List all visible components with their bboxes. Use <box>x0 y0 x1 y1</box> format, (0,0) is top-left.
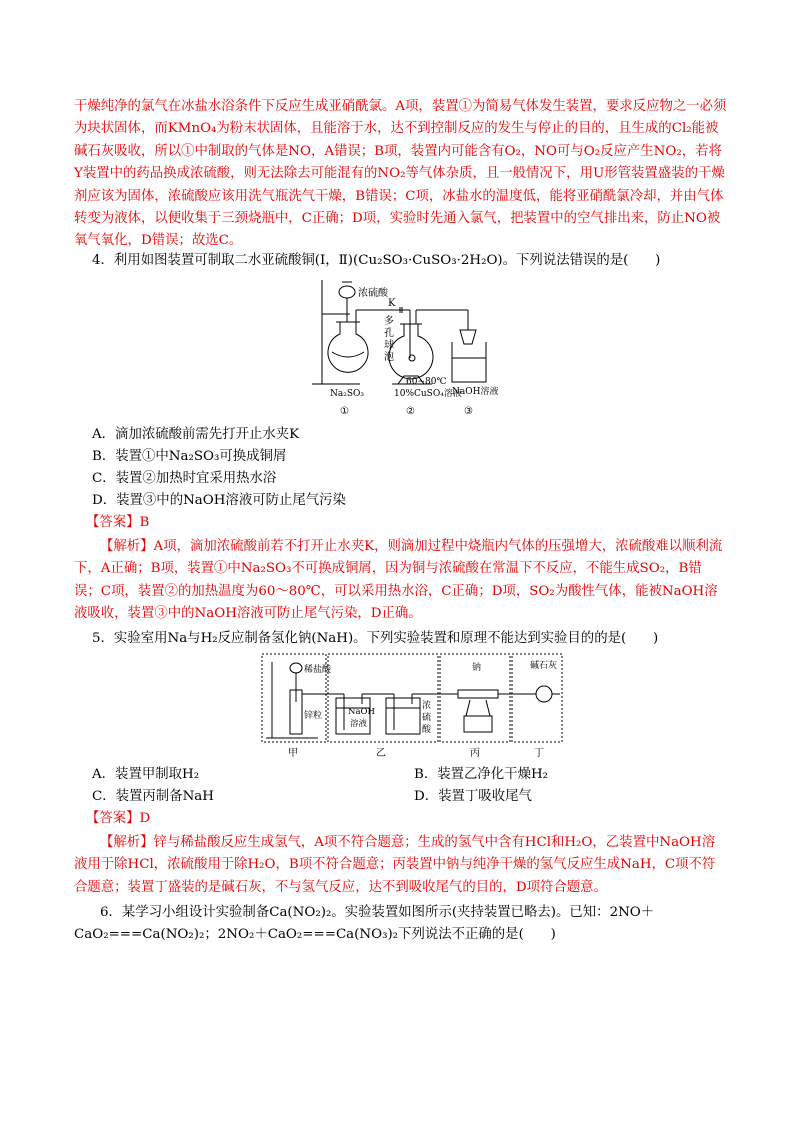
label-naoh: NaOH溶液 <box>452 387 499 397</box>
label-part-ding: 丁 <box>534 748 544 759</box>
label-ball-2: 孔 <box>384 328 394 339</box>
label-valve-k: K <box>388 298 396 309</box>
q4-explanation: 【解析】A项，滴加浓硫酸前若不打开止水夹K，则滴加过程中烧瓶内气体的压强增大，浓硫酸难以顺利流下，A正确；B项，装置①中Na₂SO₃不可换成铜屑，因为铜与浓硫酸在常温下不反应，不能生成SO₂，B错误；C项，装置②的加热温度为60～80℃，可以采用热水浴，C正确；D项，SO₂为酸性气体，能被NaOH溶液吸收，装置③中的NaOH溶液可防止尾气污染，D正确。 <box>74 539 723 622</box>
label-naoh-1: NaOH <box>348 707 375 717</box>
label-na2so3: Na₂SO₃ <box>330 389 365 399</box>
label-naoh-2: 溶液 <box>350 719 368 729</box>
q5-option-d: D．装置丁吸收尾气 <box>414 789 532 804</box>
label-conc-2: 硫 <box>422 713 432 723</box>
question-6-stem: 6．某学习小组设计实验制备Ca(NO₂)₂。实验装置如图所示(夹持装置已略去)。已知：2NO＋CaO₂===Ca(NO₂)₂；2NO₂＋CaO₂===Ca(NO₃)₂下列说法不正确的是( ) <box>74 905 655 943</box>
label-soda-lime: 碱石灰 <box>530 661 558 671</box>
q4-answer: 【答案】B <box>86 515 150 530</box>
label-cuso4: 10%CuSO₄溶液 <box>394 389 462 399</box>
label-part-yi: 乙 <box>376 748 386 759</box>
q5-explanation: 【解析】锌与稀盐酸反应生成氢气，A项不符合题意；生成的氢气中含有HCl和H₂O，乙装置中NaOH溶液用于除HCl，浓硫酸用于除H₂O，B项不符合题意；丙装置中钠与纯净干燥的氢气反应生成NaH，C项不符合题意；装置丁盛装的是碱石灰，不与氢气反应，达不到吸收尾气的目的，D项符合题意。 <box>74 835 716 895</box>
label-ball-3: 球 <box>384 340 394 351</box>
q4-option-a: A．滴加浓硫酸前需先打开止水夹K <box>92 427 300 442</box>
label-apparatus-2: ② <box>406 406 415 417</box>
label-conc-1: 浓 <box>422 701 432 711</box>
question-5-stem: 5．实验室用Na与H₂反应制备氢化钠(NaH)。下列实验装置和原理不能达到实验目的的是( ) <box>92 631 659 646</box>
label-sodium: 钠 <box>472 663 482 673</box>
figure-q4-apparatus <box>300 272 520 422</box>
label-dilute-hcl: 稀盐酸 <box>304 665 332 675</box>
q5-answer: 【答案】D <box>86 811 151 826</box>
label-part-jia: 甲 <box>288 748 298 759</box>
explanation-q3: 干燥纯净的氯气在冰盐水浴条件下反应生成亚硝酰氯。A项，装置①为简易气体发生装置，要求反应物之一必须为块状固体，而KMnO₄为粉末状固体，且能溶于水，达不到控制反应的发生与停止的目的，且生成的Cl₂能被碱石灰吸收，所以①中制取的气体是NO，A错误；B项，装置内可能含有O₂，NO可与O₂反应产生NO₂，若将Y装置中的药品换成浓硫酸，则无法除去可能混有的NO₂等气体杂质，且一般情况下，用U形管装置盛装的干燥剂应该为固体，浓硫酸应该用洗气瓶洗气干燥，B错误；C项，冰盐水的温度低，能将亚硝酰氯冷却，并由气体转变为液体，以便收集于三颈烧瓶中，C正确；D项，实验时先通入氯气，把装置中的空气排出来，防止NO被氧气氧化，D错误；故选C。 <box>74 99 727 249</box>
label-conc-3: 酸 <box>422 725 432 735</box>
label-apparatus-3: ③ <box>464 406 473 417</box>
q4-option-c: C．装置②加热时宜采用热水浴 <box>92 471 277 486</box>
q5-option-a: A．装置甲制取H₂ <box>92 767 200 782</box>
q4-option-b: B．装置①中Na₂SO₃可换成铜屑 <box>92 449 287 464</box>
question-4-stem: 4．利用如图装置可制取二水亚硫酸铜(Ⅰ，Ⅱ)(Cu₂SO₃·CuSO₃·2H₂O)。下列说法错误的是( ) <box>92 253 661 268</box>
q5-option-b: B．装置乙净化干燥H₂ <box>414 767 549 782</box>
label-ball-1: 多 <box>384 316 394 327</box>
label-apparatus-1: ① <box>340 406 349 417</box>
label-temperature: 60~80℃ <box>406 377 447 387</box>
label-conc-h2so4: 浓硫酸 <box>358 288 388 299</box>
figure-q5-apparatus <box>258 650 568 762</box>
q4-option-d: D．装置③中的NaOH溶液可防止尾气污染 <box>92 493 346 508</box>
label-ball-4: 泡 <box>384 352 394 363</box>
label-zinc: 锌粒 <box>304 711 323 721</box>
q5-option-c: C．装置丙制备NaH <box>92 789 214 804</box>
label-part-bing: 丙 <box>470 748 480 759</box>
